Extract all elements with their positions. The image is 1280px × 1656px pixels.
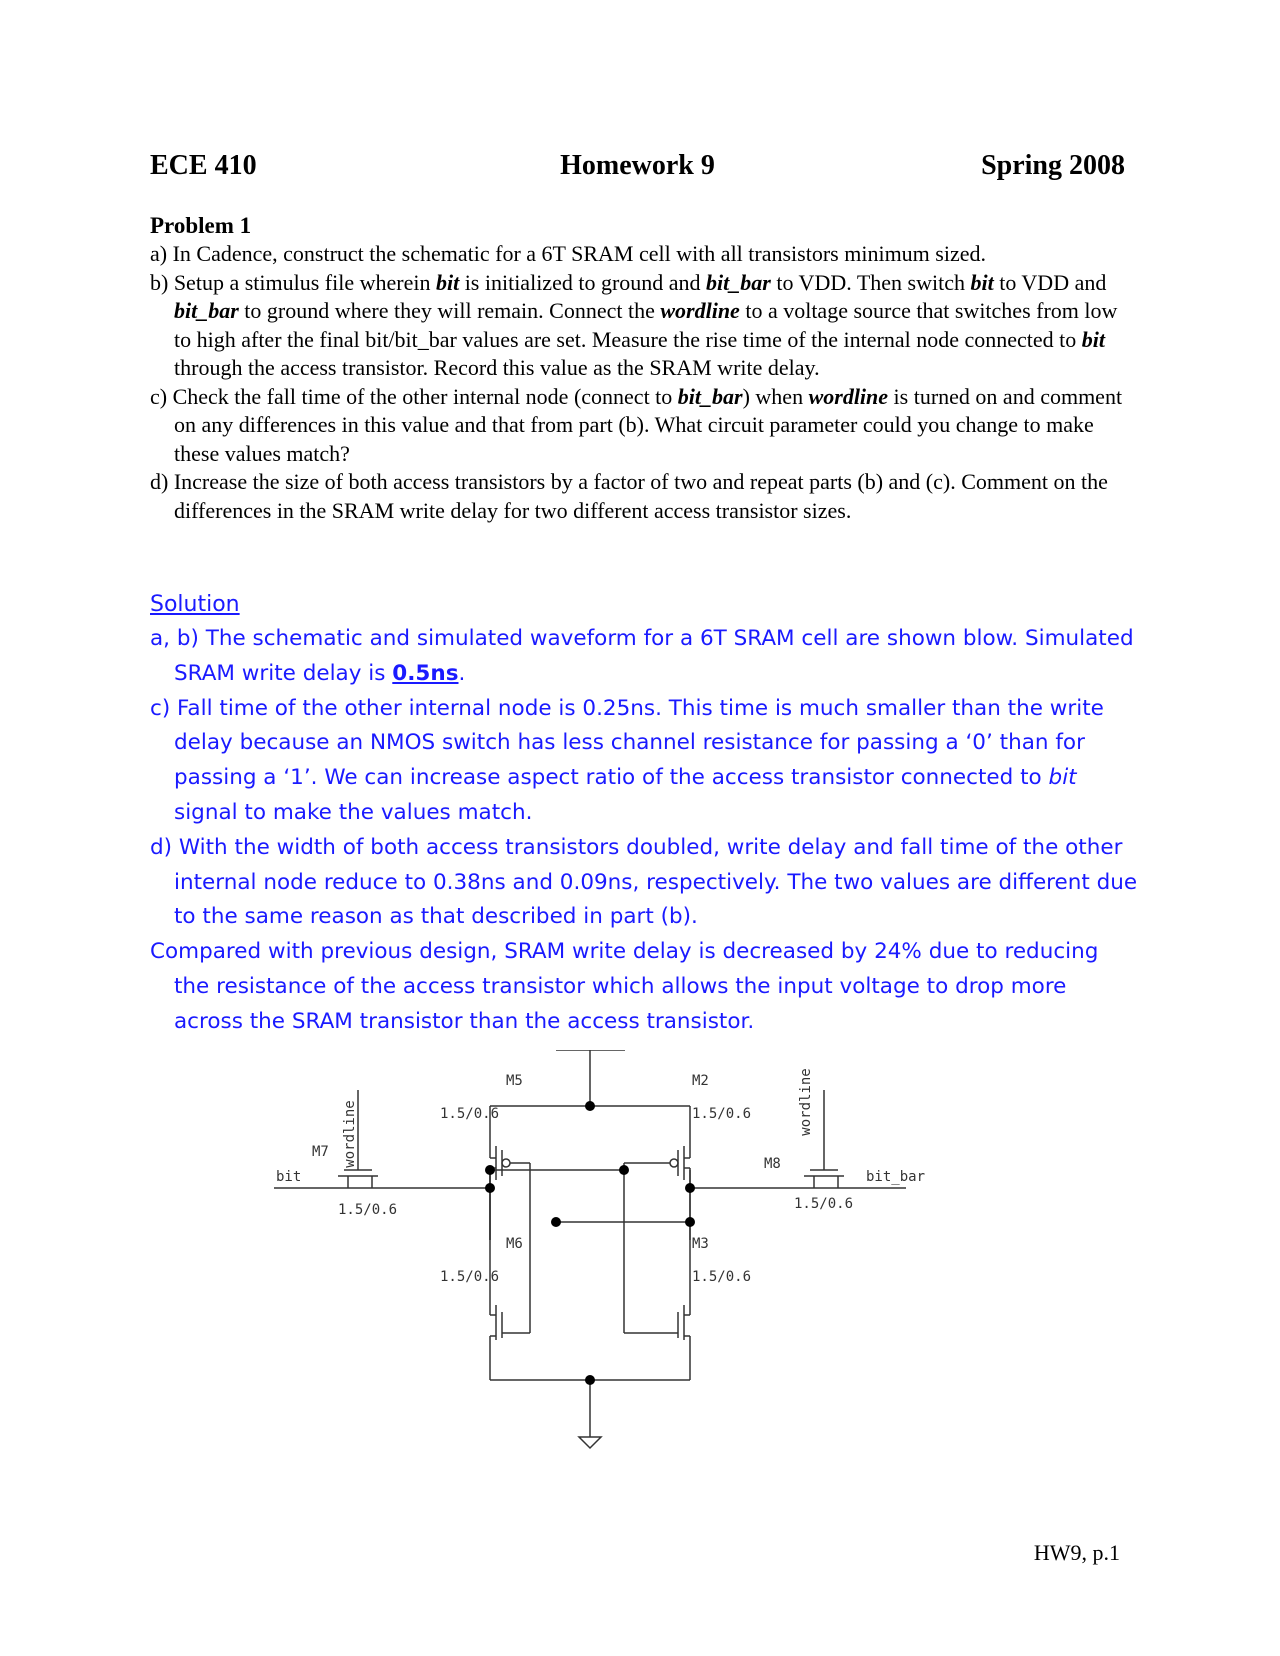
wordline-left-label: wordline (342, 1100, 358, 1168)
solution-text (150, 622, 1140, 1040)
page-header (150, 150, 1125, 190)
page-number: HW9, p.1 (1033, 1540, 1120, 1565)
m2-size: 1.5/0.6 (692, 1106, 752, 1122)
problem-title: Problem 1 (150, 213, 252, 238)
m8-label: M8 (764, 1156, 781, 1172)
m2-label: M2 (692, 1073, 709, 1089)
m3-label: M3 (692, 1236, 709, 1252)
homework-title: Homework 9 (560, 150, 715, 181)
m6-label: M6 (506, 1236, 523, 1252)
term: Spring 2008 (981, 150, 1125, 181)
m8-size: 1.5/0.6 (794, 1196, 854, 1212)
problem-part-b: b) Setup a stimulus file wherein bit is initialized to ground and bit_bar to VDD. Then switch bit to VDD and bit_bar to ground where they will remain. Connect the wordline to a voltage source that switches from low to high after the final bit/bit_bar values are set. Measure the rise time of the internal node connected to bit through the access transistor. Record this value as the SRAM write delay. (150, 269, 1118, 380)
m5-label: M5 (506, 1073, 523, 1089)
problem-part-a: a) In Cadence, construct the schematic for a 6T SRAM cell with all transistors minimum sized. (150, 241, 986, 266)
problem-part-d: d) Increase the size of both access transistors by a factor of two and repeat parts (b) and (c). Comment on the differences in the SRAM write delay for two different access transistor sizes. (150, 469, 1108, 523)
m7-label: M7 (312, 1144, 329, 1160)
m6-size: 1.5/0.6 (440, 1269, 500, 1285)
course-code: ECE 410 (150, 150, 257, 181)
m5-size: 1.5/0.6 (440, 1106, 500, 1122)
bit-bar-label: bit_bar (866, 1169, 926, 1185)
wordline-right-label: wordline (798, 1068, 814, 1136)
solution-title: Solution (150, 592, 240, 617)
solution-part-ab: a, b) The schematic and simulated waveform for a 6T SRAM cell are shown blow. Simulated SRAM write delay is 0.5ns. (150, 626, 1134, 686)
write-delay-value: 0.5ns (392, 660, 459, 686)
m3-size: 1.5/0.6 (692, 1269, 752, 1285)
solution-comparison: Compared with previous design, SRAM write delay is decreased by 24% due to reducing the resistance of the access transistor which allows the input voltage to drop more across the SRAM transistor than the access transistor. (150, 939, 1099, 1034)
problem-part-c: c) Check the fall time of the other internal node (connect to bit_bar) when wordline is turned on and comment on any differences in this value and that from part (b). What circuit parameter could you change to make these values match? (150, 383, 1123, 466)
problem-statement (150, 240, 1130, 525)
solution-part-c: c) Fall time of the other internal node is 0.25ns. This time is much smaller than the write delay because an NMOS switch has less channel resistance for passing a ‘0’ than for passing a ‘1’. We can increase aspect ratio of the access transistor connected to bit signal to make the values match. (150, 695, 1104, 825)
sram-6t-schematic (270, 1050, 970, 1480)
bit-label: bit (276, 1169, 302, 1185)
m7-size: 1.5/0.6 (338, 1202, 398, 1218)
solution-part-d: d) With the width of both access transistors doubled, write delay and fall time of the other internal node reduce to 0.38ns and 0.09ns, respectively. The two values are different due to the same reason as that described in part (b). (150, 834, 1138, 930)
